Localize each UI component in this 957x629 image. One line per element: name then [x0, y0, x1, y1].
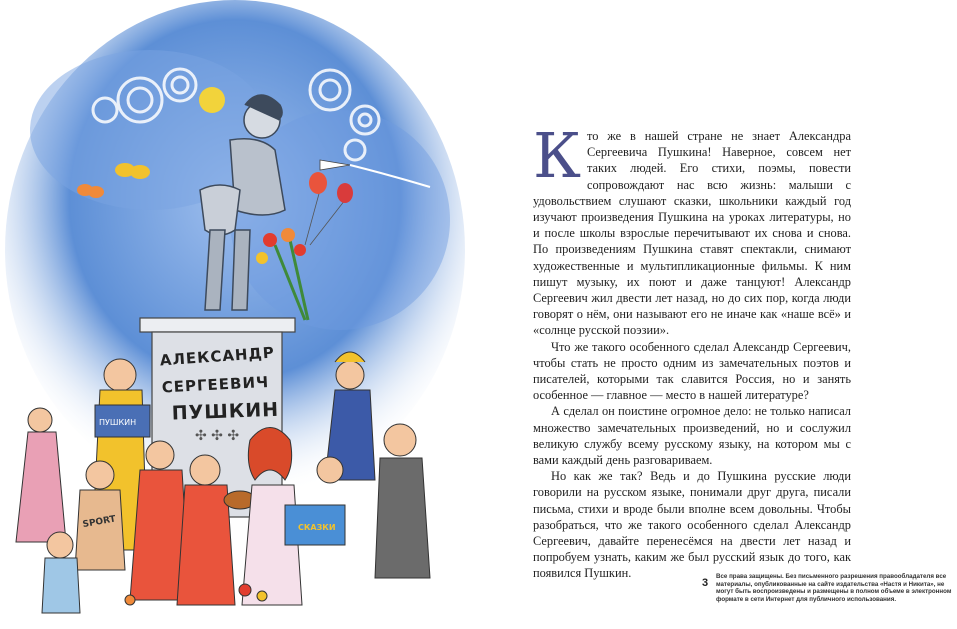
page-number: 3: [702, 577, 709, 589]
article-text: [533, 119, 851, 582]
article-paragraph-2: Что же такого особенного сделал Александр Сергеевич, чтобы стать не просто одним из замечательных поэтов и писателей, которыми так славится Россия, но и занять особенное — главное — место в нашей литературе?: [533, 339, 851, 403]
pushkin-monument-illustration: [0, 0, 470, 629]
drop-cap: К: [533, 119, 581, 192]
article-paragraph-3: А сделал он поистине огромное дело: не только написал множество замечательных произведений, но и сослужил великую службу всему русскому языку, на котором мы с вами каждый день разговариваем.: [533, 404, 851, 468]
sun-icon: [199, 87, 225, 113]
monument-line-1: АЛЕКСАНДР: [159, 343, 276, 370]
article-paragraph-4: Но как же так? Ведь и до Пушкина русские люди говорили на русском языке, понимали друг друга, писали письма, стихи и вроде были вполне всем довольны. Чтобы разобраться, что же такого особенного сделал Александр Сергеевич, давайте перенесёмся на двести лет назад и попробуем узнать, каким же был русский язык до того, как появился Пушкин.: [533, 469, 851, 581]
copyright-notice: Все права защищены. Без письменного разрешения правообладателя все материалы, опубликованные на сайте издательства «Настя и Никита», не могут быть воспроизведены и размещены в полном объеме в электронном формате в сети Интернет для публичного использования.: [716, 573, 952, 603]
article-paragraph-1: [533, 119, 851, 339]
monument-ornament: ✣ ✣ ✣: [195, 428, 240, 444]
monument-line-3: ПУШКИН: [171, 398, 280, 425]
monument-line-2: СЕРГЕЕВИЧ: [161, 372, 270, 397]
shirt-label-sport: SPORT: [81, 514, 117, 531]
book-label-skazki: СКАЗКИ: [298, 523, 336, 532]
paragraph-1-text: то же в нашей стране не знает Александра Сергеевича Пушкина! Наверное, совсем нет таких людей. Его стихи, поэмы, повести сопровождают нас всю жизнь: малыши с удовольствием слушают сказки, школьники каждый год изучают произведения Пушкина на уроках литературы, но и после школы взрослые перечитывают их снова и снова. По произведениям Пушкина ставят спектакли, снимают художественные и мультипликационные фильмы. К ним пишут музыку, их поют и даже танцуют! Александр Сергеевич жил двести лет назад, но до сих пор, когда люди говорят о нём, они называют его не иначе как «наше всё» и «солнце русской поэзии».: [533, 129, 851, 338]
book-label-pushkin: ПУШКИН: [99, 418, 137, 427]
